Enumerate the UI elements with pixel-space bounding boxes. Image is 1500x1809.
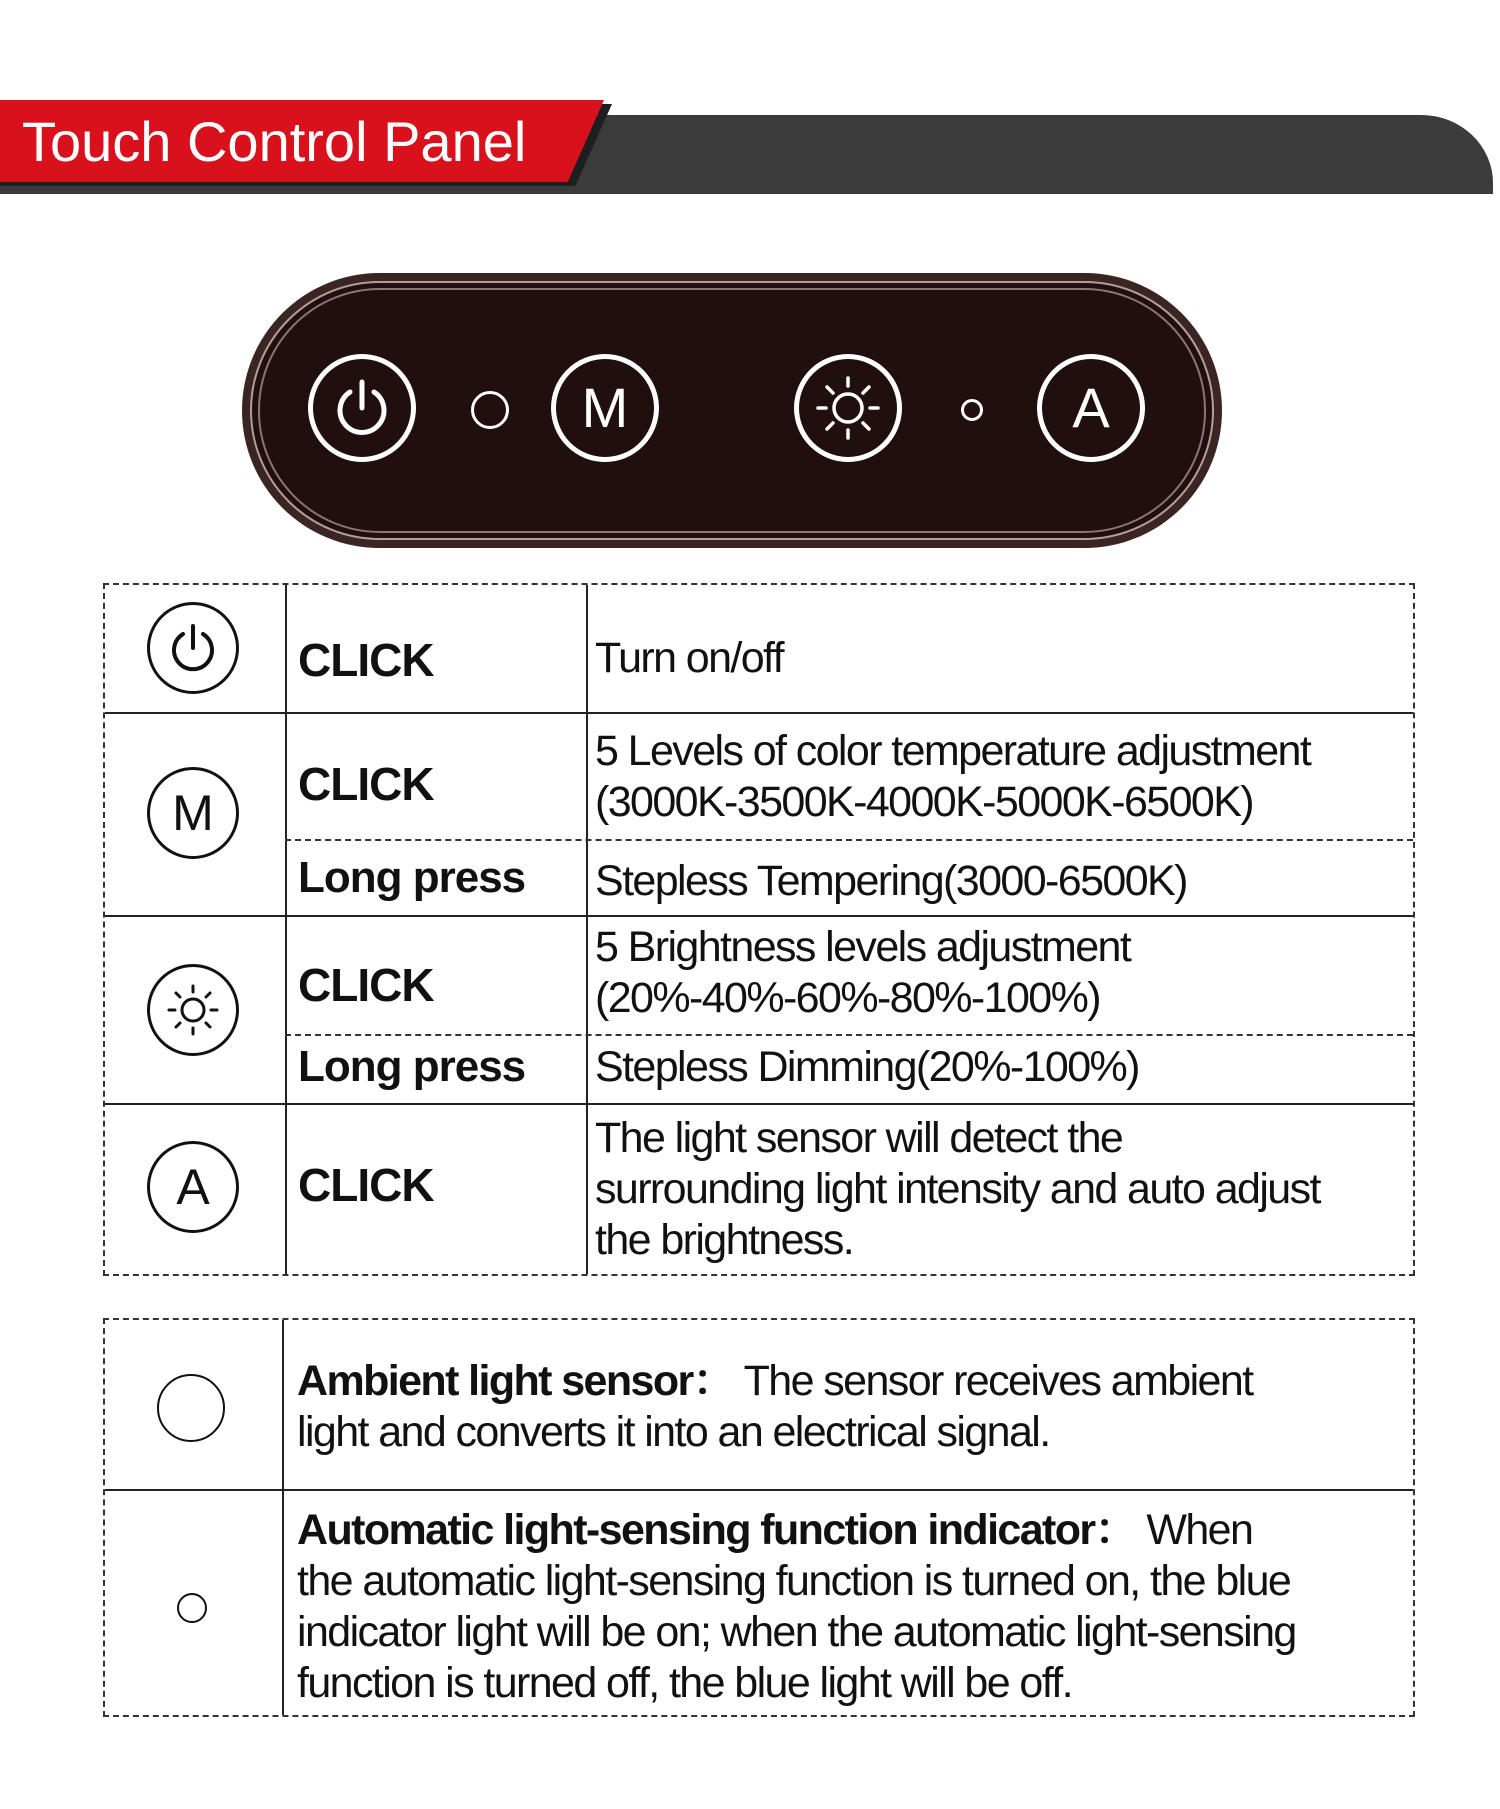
small-ring-icon — [177, 1593, 207, 1623]
function-description — [595, 1113, 1320, 1266]
action-label: Long press — [298, 853, 526, 902]
panel-mode-button — [551, 354, 659, 462]
description-line: the automatic light-sensing function is turned on, the blue — [297, 1557, 1291, 1605]
description-line: Turn on/off — [595, 634, 783, 682]
row-divider — [105, 712, 1413, 714]
description-line: Stepless Dimming(20%-100%) — [595, 1043, 1139, 1091]
ambient-sensor-description — [297, 1356, 1253, 1458]
description-text: When — [1146, 1506, 1253, 1554]
description-text: The sensor receives ambient — [743, 1357, 1253, 1405]
action-label: CLICK — [298, 1159, 434, 1211]
auto-letter: A — [176, 1159, 210, 1215]
action-label: CLICK — [298, 959, 434, 1011]
mode-letter: M — [581, 376, 629, 439]
ambient-light-sensor-dot — [471, 391, 509, 429]
description-line: 5 Levels of color temperature adjustment — [595, 727, 1311, 775]
function-description — [595, 856, 1187, 907]
column-divider — [282, 1320, 284, 1715]
brightness-icon — [163, 980, 223, 1040]
action-label: Long press — [298, 1042, 526, 1091]
description-line: The light sensor will detect the — [595, 1114, 1123, 1162]
function-description — [595, 726, 1310, 828]
row-divider — [105, 1103, 1413, 1105]
row-divider — [285, 1034, 1413, 1036]
description-line: Stepless Tempering(3000-6500K) — [595, 857, 1187, 905]
function-description — [595, 1042, 1139, 1093]
function-description — [595, 633, 783, 684]
description-line: the brightness. — [595, 1216, 854, 1264]
description-line: surrounding light intensity and auto adjust — [595, 1165, 1320, 1213]
auto-indicator-title: Automatic light-sensing function indicator： — [297, 1506, 1136, 1554]
page-title: Touch Control Panel — [22, 110, 527, 173]
brightness-icon — [812, 372, 884, 444]
auto-indicator-description — [297, 1505, 1296, 1709]
row-divider — [105, 915, 1413, 917]
mode-letter: M — [172, 785, 214, 841]
brightness-button-icon — [147, 964, 239, 1056]
action-label: CLICK — [298, 634, 434, 686]
column-divider — [285, 585, 287, 1274]
panel-brightness-button — [794, 354, 902, 462]
column-divider — [586, 585, 588, 1274]
touch-panel-illustration — [242, 273, 1222, 548]
auto-indicator-dot — [961, 399, 983, 421]
power-button-icon — [147, 602, 239, 694]
description-line — [297, 1356, 1253, 1407]
power-icon — [330, 376, 394, 440]
description-line: (3000K-3500K-4000K-5000K-6500K) — [595, 778, 1254, 826]
ambient-sensor-title: Ambient light sensor： — [297, 1357, 735, 1405]
row-divider — [105, 1489, 1413, 1491]
row-divider — [285, 839, 1413, 841]
panel-auto-button — [1037, 354, 1145, 462]
description-line: function is turned off, the blue light will be off. — [297, 1659, 1072, 1707]
auto-letter: A — [1072, 376, 1110, 439]
power-icon — [165, 620, 221, 676]
mode-button-icon — [147, 767, 239, 859]
large-ring-icon — [157, 1374, 225, 1442]
description-line: light and converts it into an electrical signal. — [297, 1408, 1050, 1456]
description-line — [297, 1505, 1296, 1556]
auto-button-icon — [147, 1141, 239, 1233]
description-line: 5 Brightness levels adjustment — [595, 923, 1131, 971]
description-line: indicator light will be on; when the automatic light-sensing — [297, 1608, 1296, 1656]
action-label: CLICK — [298, 758, 434, 810]
panel-power-button — [308, 354, 416, 462]
description-line: (20%-40%-60%-80%-100%) — [595, 974, 1100, 1022]
function-description — [595, 922, 1130, 1024]
